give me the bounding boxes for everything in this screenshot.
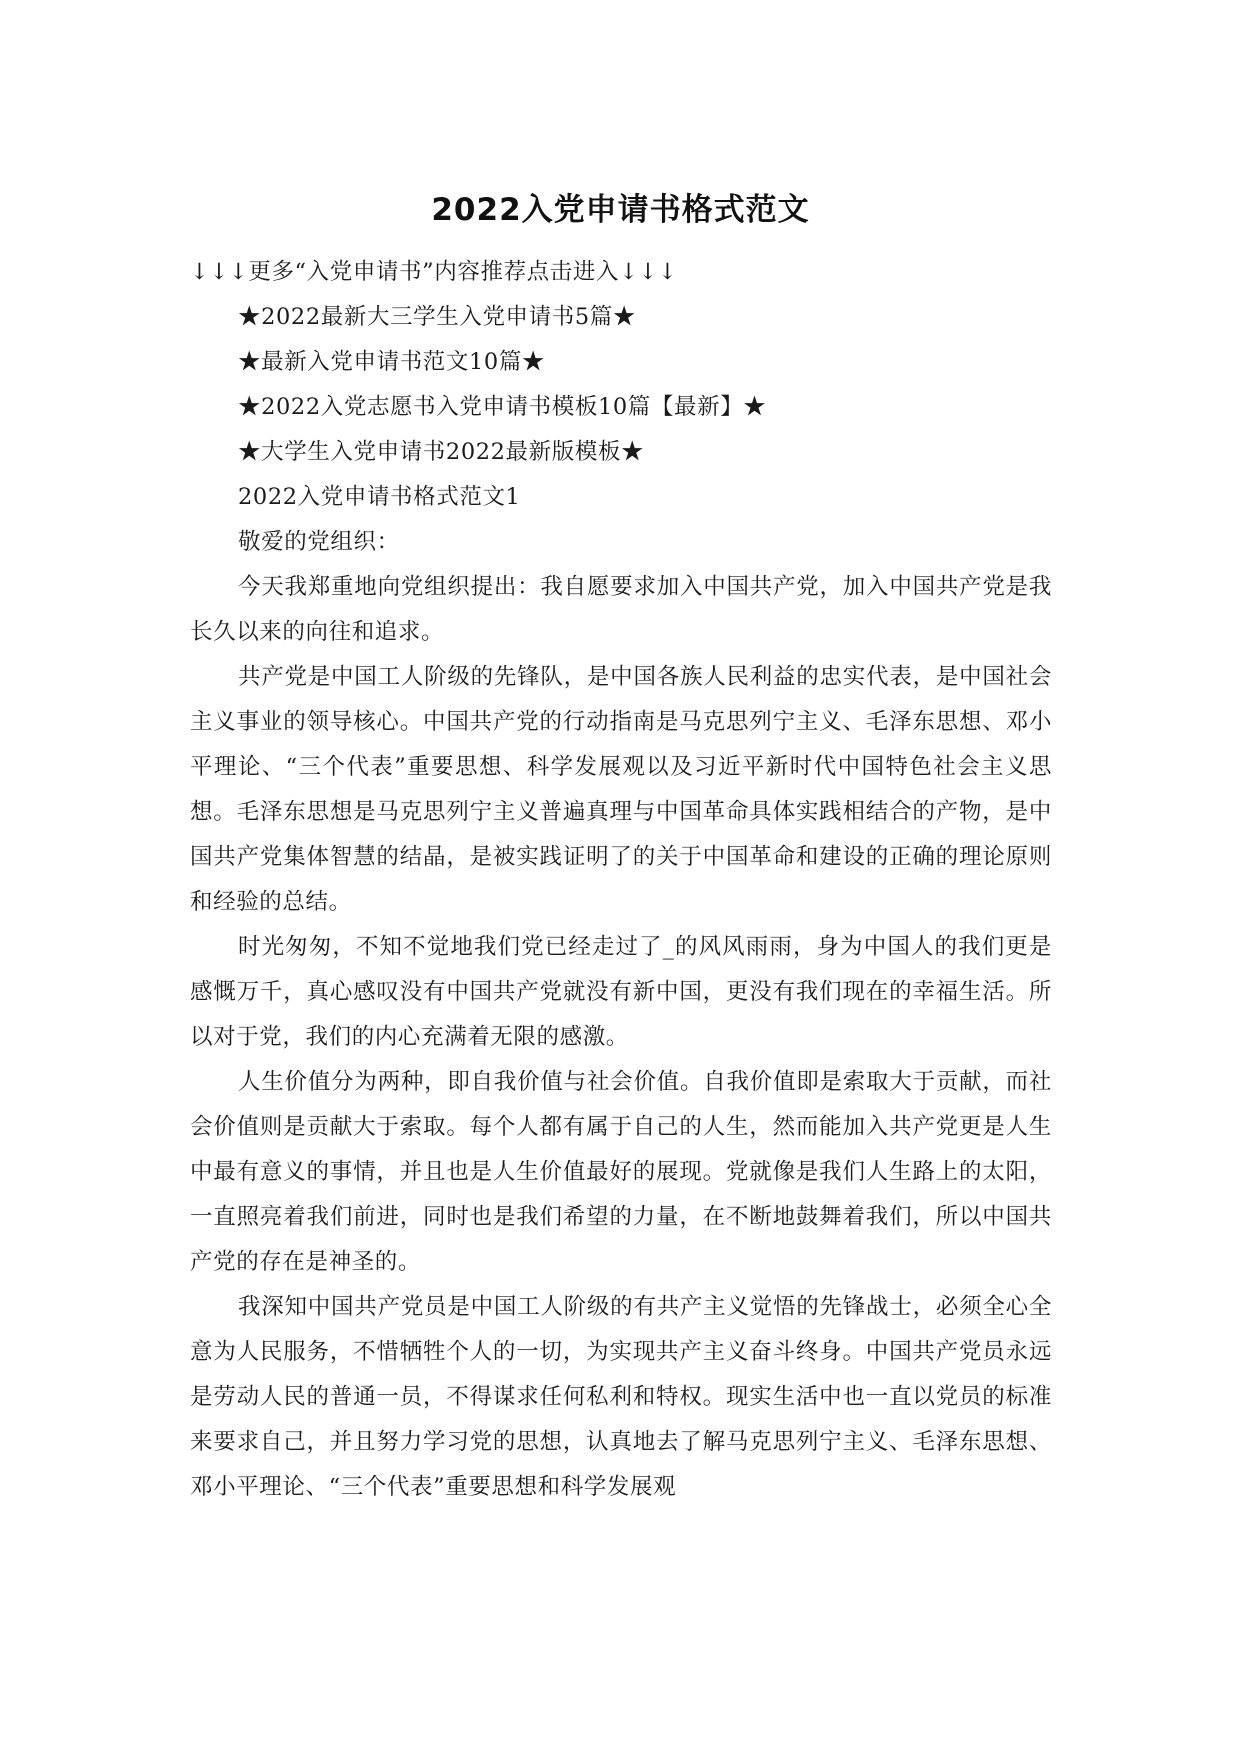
recommended-link-1[interactable]: ★2022最新大三学生入党申请书5篇★ [238,304,636,330]
recommended-link-3[interactable]: ★2022入党志愿书入党申请书模板10篇【最新】★ [238,394,767,420]
section-heading: 2022入党申请书格式范文1 [238,484,521,510]
body-paragraph-2: 共产党是中国工人阶级的先锋队，是中国各族人民利益的忠实代表，是中国社会主义事业的领导核心。中国共产党的行动指南是马克思列宁主义、毛泽东思想、邓小平理论、“三个代表”重要思想、科学发展观以及习近平新时代中国特色社会主义思想。毛泽东思想是马克思列宁主义普遍真理与中国革命具体实践相结合的产物，是中国共产党集体智慧的结晶，是被实践证明了的关于中国革命和建设的正确的理论原则和经验的总结。 [190,664,1052,915]
body-paragraph-4: 人生价值分为两种，即自我价值与社会价值。自我价值即是索取大于贡献，而社会价值则是贡献大于索取。每个人都有属于自己的人生，然而能加入共产党更是人生中最有意义的事情，并且也是人生价值最好的展现。党就像是我们人生路上的太阳，一直照亮着我们前进，同时也是我们希望的力量，在不断地鼓舞着我们，所以中国共产党的存在是神圣的。 [190,1069,1052,1275]
document-body [190,250,1052,1510]
recommended-link-4[interactable]: ★大学生入党申请书2022最新版模板★ [238,439,645,465]
body-paragraph-5: 我深知中国共产党员是中国工人阶级的有共产主义觉悟的先锋战士，必须全心全意为人民服务，不惜牺牲个人的一切，为实现共产主义奋斗终身。中国共产党员永远是劳动人民的普通一员，不得谋求任何私利和特权。现实生活中也一直以党员的标准来要求自己，并且努力学习党的思想，认真地去了解马克思列宁主义、毛泽东思想、邓小平理论、“三个代表”重要思想和科学发展观 [190,1294,1052,1500]
salutation: 敬爱的党组织： [238,529,400,555]
recommended-link-2[interactable]: ★最新入党申请书范文10篇★ [238,349,546,375]
more-recommendations-link[interactable]: ↓↓↓更多“入党申请书”内容推荐点击进入↓↓↓ [190,259,678,285]
body-paragraph-1: 今天我郑重地向党组织提出：我自愿要求加入中国共产党，加入中国共产党是我长久以来的向往和追求。 [190,574,1052,645]
document-title: 2022入党申请书格式范文 [431,192,810,228]
body-paragraph-3: 时光匆匆，不知不觉地我们党已经走过了_的风风雨雨，身为中国人的我们更是感慨万千，真心感叹没有中国共产党就没有新中国，更没有我们现在的幸福生活。所以对于党，我们的内心充满着无限的感激。 [190,934,1052,1050]
